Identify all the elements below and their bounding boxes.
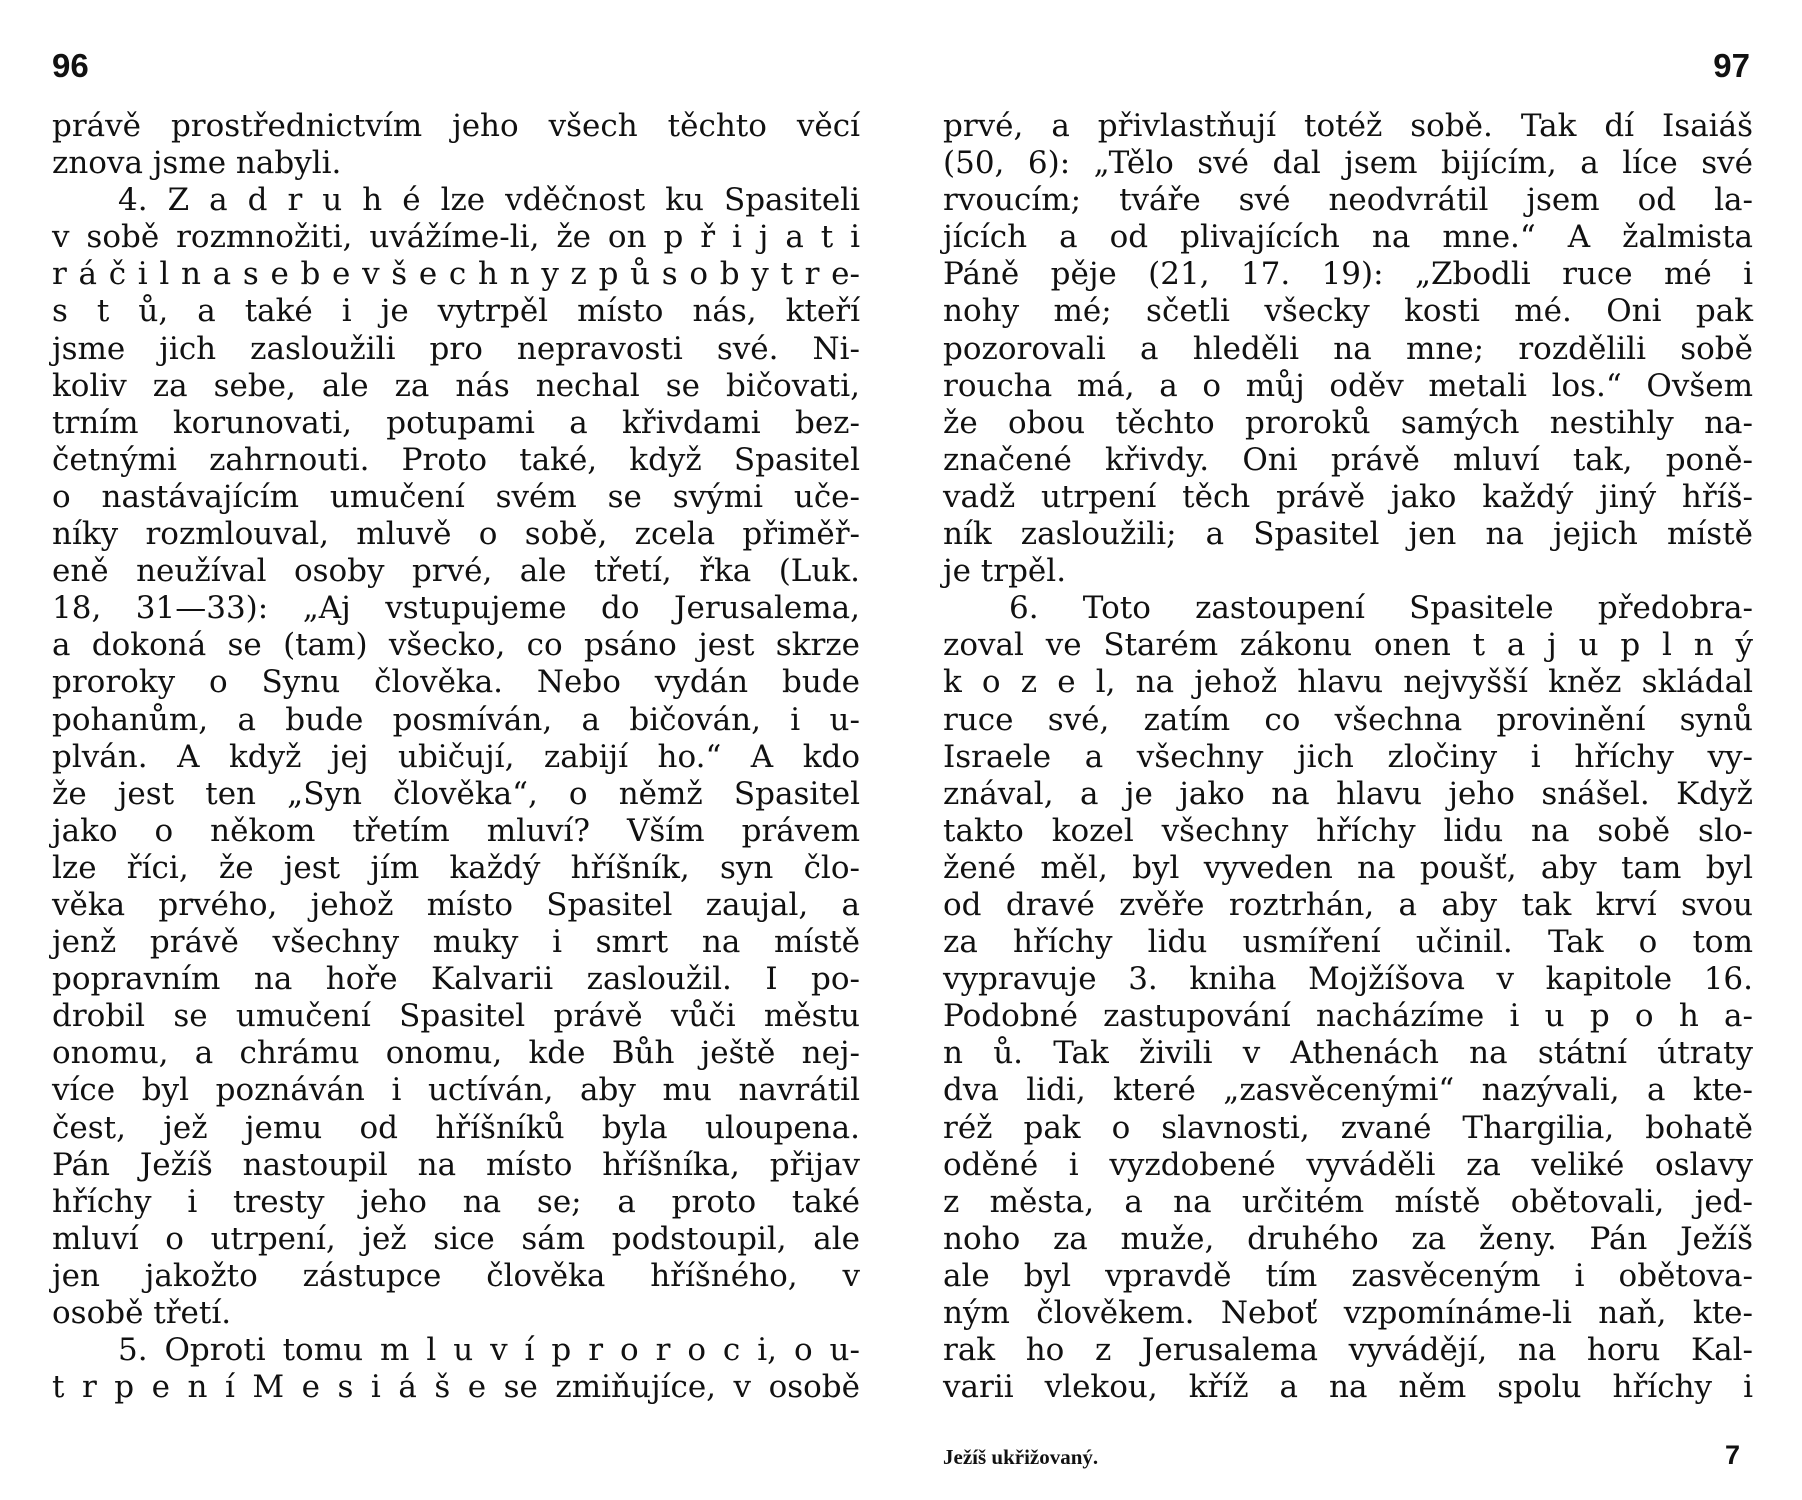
text-line: znova jsme nabyli. — [52, 145, 342, 182]
text-line: a dokoná se (tam) všecko, co psáno jest skrze — [52, 627, 860, 664]
text-line: proroky o Synu člověka. Nebo vydán bude — [52, 664, 860, 701]
text-line: ale byl vpravdě tím zasvěceným i obětova- — [943, 1257, 1753, 1294]
text-line: dva lidi, které „zasvěcenými“ nazývali, a kte- — [943, 1072, 1753, 1109]
text-line: Pán Ježíš nastoupil na místo hříšníka, přijav — [52, 1146, 860, 1183]
text-line: takto kozel všechny hříchy lidu na sobě slo- — [943, 812, 1753, 849]
text-line: o nastávajícím umučení svém se svými uče- — [52, 478, 860, 515]
text-line: t r p e n í M e s i á š e se zmiňujíce, v osobě — [52, 1369, 860, 1406]
text-line: osobě třetí. — [52, 1295, 232, 1331]
text-line: pozorovali a hleděli na mne; rozdělili sobě — [943, 330, 1753, 367]
text-line: čest, jež jemu od hříšníků byla uloupena. — [52, 1109, 860, 1146]
text-line: oděné i vyzdobené vyváděli za veliké oslavy — [943, 1146, 1753, 1183]
page-number: 96 — [52, 47, 89, 84]
text-line: nohy mé; sčetli všecky kosti mé. Oni pak — [943, 293, 1753, 330]
text-line: značené křivdy. Oni právě mluví tak, poně- — [943, 441, 1753, 478]
text-line: ným člověkem. Neboť vzpomínáme-li naň, kte- — [943, 1295, 1753, 1331]
text-line: Páně pěje (21, 17. 19): „Zbodli ruce mé i — [943, 256, 1753, 293]
text-line: v sobě rozmnožiti, uvážíme-li, že on p ř i j a t i — [52, 219, 860, 256]
text-line: s t ů, a také i je vytrpěl místo nás, kteří — [52, 293, 860, 330]
text-line: že obou těchto proroků samých nestihly na- — [943, 404, 1753, 441]
text-line: koliv za sebe, ale za nás nechal se bičovati, — [52, 367, 860, 404]
text-line: právě prostřednictvím jeho všech těchto věcí — [52, 108, 860, 144]
text-line: jenž právě všechny muky i smrt na místě — [52, 924, 860, 961]
text-line: rvoucím; tváře své neodvrátil jsem od la- — [943, 182, 1753, 219]
text-line: věka prvého, jehož místo Spasitel zaujal, a — [52, 886, 860, 923]
text-line: četnými zahrnouti. Proto také, když Spasitel — [52, 441, 860, 478]
text-column — [943, 108, 1753, 1406]
text-line: 5. Oproti tomu m l u v í p r o r o c i, o u- — [118, 1332, 860, 1369]
text-line: r á č i l n a s e b e v š e c h n y z p ů s o b y t r e- — [52, 256, 860, 293]
signature-mark: 7 — [1724, 1440, 1740, 1470]
text-line: od dravé zvěře roztrhán, a aby tak krví svou — [943, 886, 1753, 923]
text-line: ník zasloužili; a Spasitel jen na jejich místě — [943, 516, 1753, 553]
text-line: noho za muže, druhého za ženy. Pán Ježíš — [943, 1220, 1753, 1257]
text-line: jako o někom třetím mluví? Vším právem — [52, 812, 860, 849]
text-line: popravním na hoře Kalvarii zasloužil. I po- — [52, 961, 860, 998]
text-line: z města, a na určitém místě obětovali, jed- — [943, 1183, 1753, 1220]
text-line: roucha má, a o můj oděv metali los.“ Ovšem — [943, 367, 1753, 404]
text-line: onomu, a chrámu onomu, kde Bůh ještě nej- — [52, 1035, 860, 1072]
text-line: za hříchy lidu usmíření učinil. Tak o tom — [943, 924, 1753, 961]
text-line: je trpěl. — [943, 553, 1067, 590]
text-line: rak ho z Jerusalema vyvádějí, na horu Kal- — [943, 1332, 1753, 1369]
text-line: Israele a všechny jich zločiny i hříchy vy- — [943, 738, 1753, 775]
text-line: zoval ve Starém zákonu onen t a j u p l n ý — [943, 627, 1753, 664]
text-line: Podobné zastupování nacházíme i u p o h a- — [943, 998, 1753, 1035]
footer-book-title: Ježíš ukřižovaný. — [943, 1445, 1099, 1469]
text-line: varii vlekou, kříž a na něm spolu hříchy i — [943, 1369, 1753, 1406]
text-line: více byl poznáván i uctíván, aby mu navrátil — [52, 1072, 860, 1109]
text-line: jsme jich zasloužili pro nepravosti své. Ni- — [52, 330, 860, 367]
text-line: 18, 31—33): „Aj vstupujeme do Jerusalema, — [52, 590, 860, 627]
text-line: vypravuje 3. kniha Mojžíšova v kapitole 16. — [943, 961, 1753, 998]
text-line: hříchy i tresty jeho na se; a proto také — [52, 1183, 860, 1220]
text-line: níky rozmlouval, mluvě o sobě, zcela přiměř- — [52, 516, 860, 553]
text-line: drobil se umučení Spasitel právě vůči městu — [52, 998, 860, 1035]
text-line: znával, a je jako na hlavu jeho snášel. Když — [943, 775, 1753, 812]
text-line: prvé, a přivlastňují totéž sobě. Tak dí Isaiáš — [943, 108, 1753, 144]
text-line: vadž utrpení těch právě jako každý jiný hříš- — [943, 478, 1753, 515]
text-line: réž pak o slavnosti, zvané Thargilia, bohatě — [943, 1109, 1753, 1146]
text-line: pohanům, a bude posmíván, a bičován, i u- — [52, 701, 860, 738]
page-number: 97 — [1713, 47, 1750, 84]
text-column — [52, 108, 860, 1406]
text-line: že jest ten „Syn člověka“, o němž Spasitel — [52, 775, 860, 812]
text-line: mluví o utrpení, jež sice sám podstoupil, ale — [52, 1220, 860, 1257]
text-line: lze říci, že jest jím každý hříšník, syn člo- — [52, 849, 860, 886]
text-line: jících a od plivajících na mne.“ A žalmista — [943, 219, 1753, 256]
right-page — [901, 0, 1802, 1500]
text-line: (50, 6): „Tělo své dal jsem bijícím, a líce své — [943, 145, 1753, 182]
text-line: jen jakožto zástupce člověka hříšného, v — [52, 1257, 860, 1294]
text-line: k o z e l, na jehož hlavu nejvyšší kněz skládal — [943, 664, 1753, 701]
text-line: ruce své, zatím co všechna provinění synů — [943, 701, 1753, 738]
text-line: 4. Z a d r u h é lze vděčnost ku Spasiteli — [118, 182, 860, 219]
text-line: plván. A když jej ubičují, zabijí ho.“ A kdo — [52, 738, 860, 775]
text-line: trním korunovati, potupami a křivdami bez- — [52, 404, 860, 441]
text-line: n ů. Tak živili v Athenách na státní útraty — [943, 1035, 1753, 1072]
text-line: žené měl, byl vyveden na poušť, aby tam byl — [943, 849, 1753, 886]
text-line: 6. Toto zastoupení Spasitele předobra- — [1009, 590, 1753, 627]
text-line: eně neužíval osoby prvé, ale třetí, řka (Luk. — [52, 553, 860, 590]
